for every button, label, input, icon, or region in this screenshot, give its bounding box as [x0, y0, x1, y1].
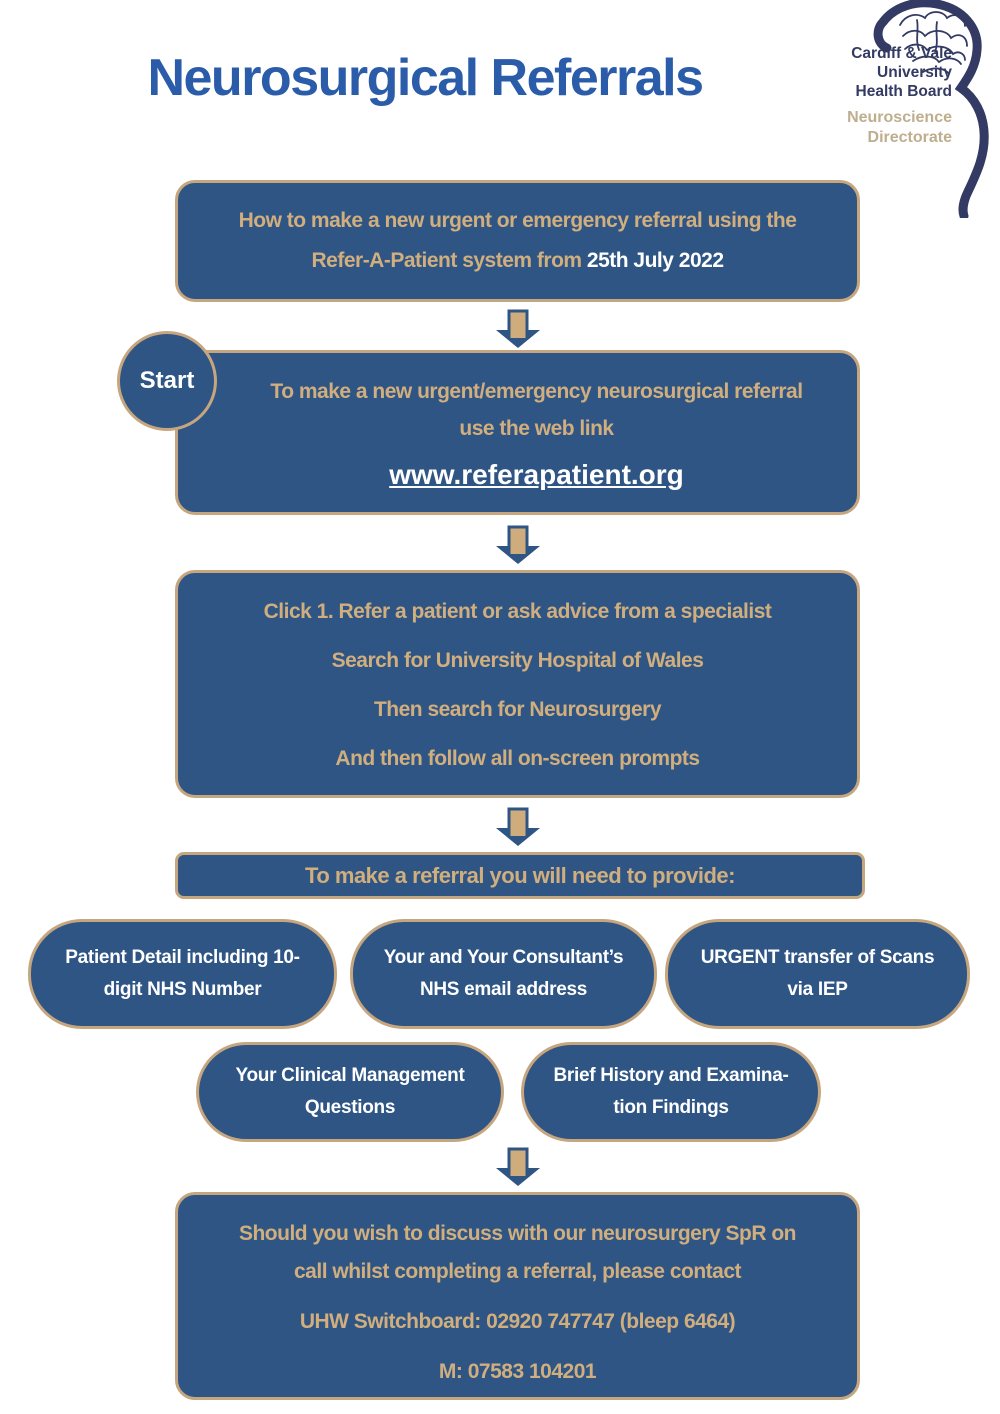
pill-line: Brief History and Examina-: [553, 1065, 789, 1086]
start-badge: [117, 331, 217, 431]
requirement-pill-nhs-number: [28, 919, 337, 1029]
step-line-3: Then search for Neurosurgery: [373, 698, 662, 721]
steps-box: [175, 570, 860, 798]
requirement-pill-email: [350, 919, 657, 1029]
logo-org-name: Cardiff & Vale University Health Board: [851, 45, 952, 100]
switchboard-number: UHW Switchboard: 02920 747747 (bleep 6464): [299, 1310, 736, 1333]
pill-line: tion Findings: [613, 1097, 729, 1118]
weblink-line-1: To make a new urgent/emergency neurosurgical referral: [270, 380, 803, 403]
down-arrow-icon: [492, 308, 544, 348]
start-date: 25th July 2022: [586, 249, 724, 272]
requirement-pill-scans-iep: [665, 919, 970, 1029]
pill-line: Your and Your Consultant’s: [383, 947, 624, 968]
pill-line: NHS email address: [419, 979, 588, 1000]
contact-box: [175, 1192, 860, 1400]
provide-bar: To make a referral you will need to provide:: [175, 852, 865, 899]
down-arrow-icon: [492, 806, 544, 846]
intro-line-2: Refer-A-Patient system from 25th July 2022: [311, 249, 724, 272]
pill-line: Your Clinical Management: [235, 1065, 465, 1086]
down-arrow-icon: [492, 1146, 544, 1186]
pill-line: Patient Detail including 10-: [65, 947, 300, 968]
intro-line-1: How to make a new urgent or emergency referral using the: [238, 209, 797, 232]
requirement-pill-management-questions: [196, 1042, 504, 1142]
pill-line: digit NHS Number: [103, 979, 262, 1000]
down-arrow-icon: [492, 524, 544, 564]
contact-line-2: call whilst completing a referral, please contact: [294, 1260, 741, 1283]
requirement-pill-history-findings: [521, 1042, 821, 1142]
referapatient-link[interactable]: www.referapatient.org: [389, 459, 684, 490]
logo-directorate-name: Neuroscience Directorate: [847, 109, 952, 146]
pill-line: Questions: [304, 1097, 396, 1118]
weblink-line-2: use the web link: [459, 417, 614, 440]
step-line-2: Search for University Hospital of Wales: [331, 649, 704, 672]
contact-line-1: Should you wish to discuss with our neurosurgery SpR on: [238, 1222, 797, 1245]
page-title: Neurosurgical Referrals: [147, 49, 703, 107]
step-line-1: Click 1. Refer a patient or ask advice from a specialist: [263, 600, 772, 623]
pill-line: URGENT transfer of Scans: [700, 947, 935, 968]
weblink-box: [175, 350, 860, 515]
start-label: Start: [139, 367, 195, 394]
pill-line: via IEP: [787, 979, 848, 1000]
mobile-number: M: 07583 104201: [438, 1360, 597, 1383]
intro-box: [175, 180, 860, 302]
step-line-4: And then follow all on-screen prompts: [335, 747, 700, 770]
